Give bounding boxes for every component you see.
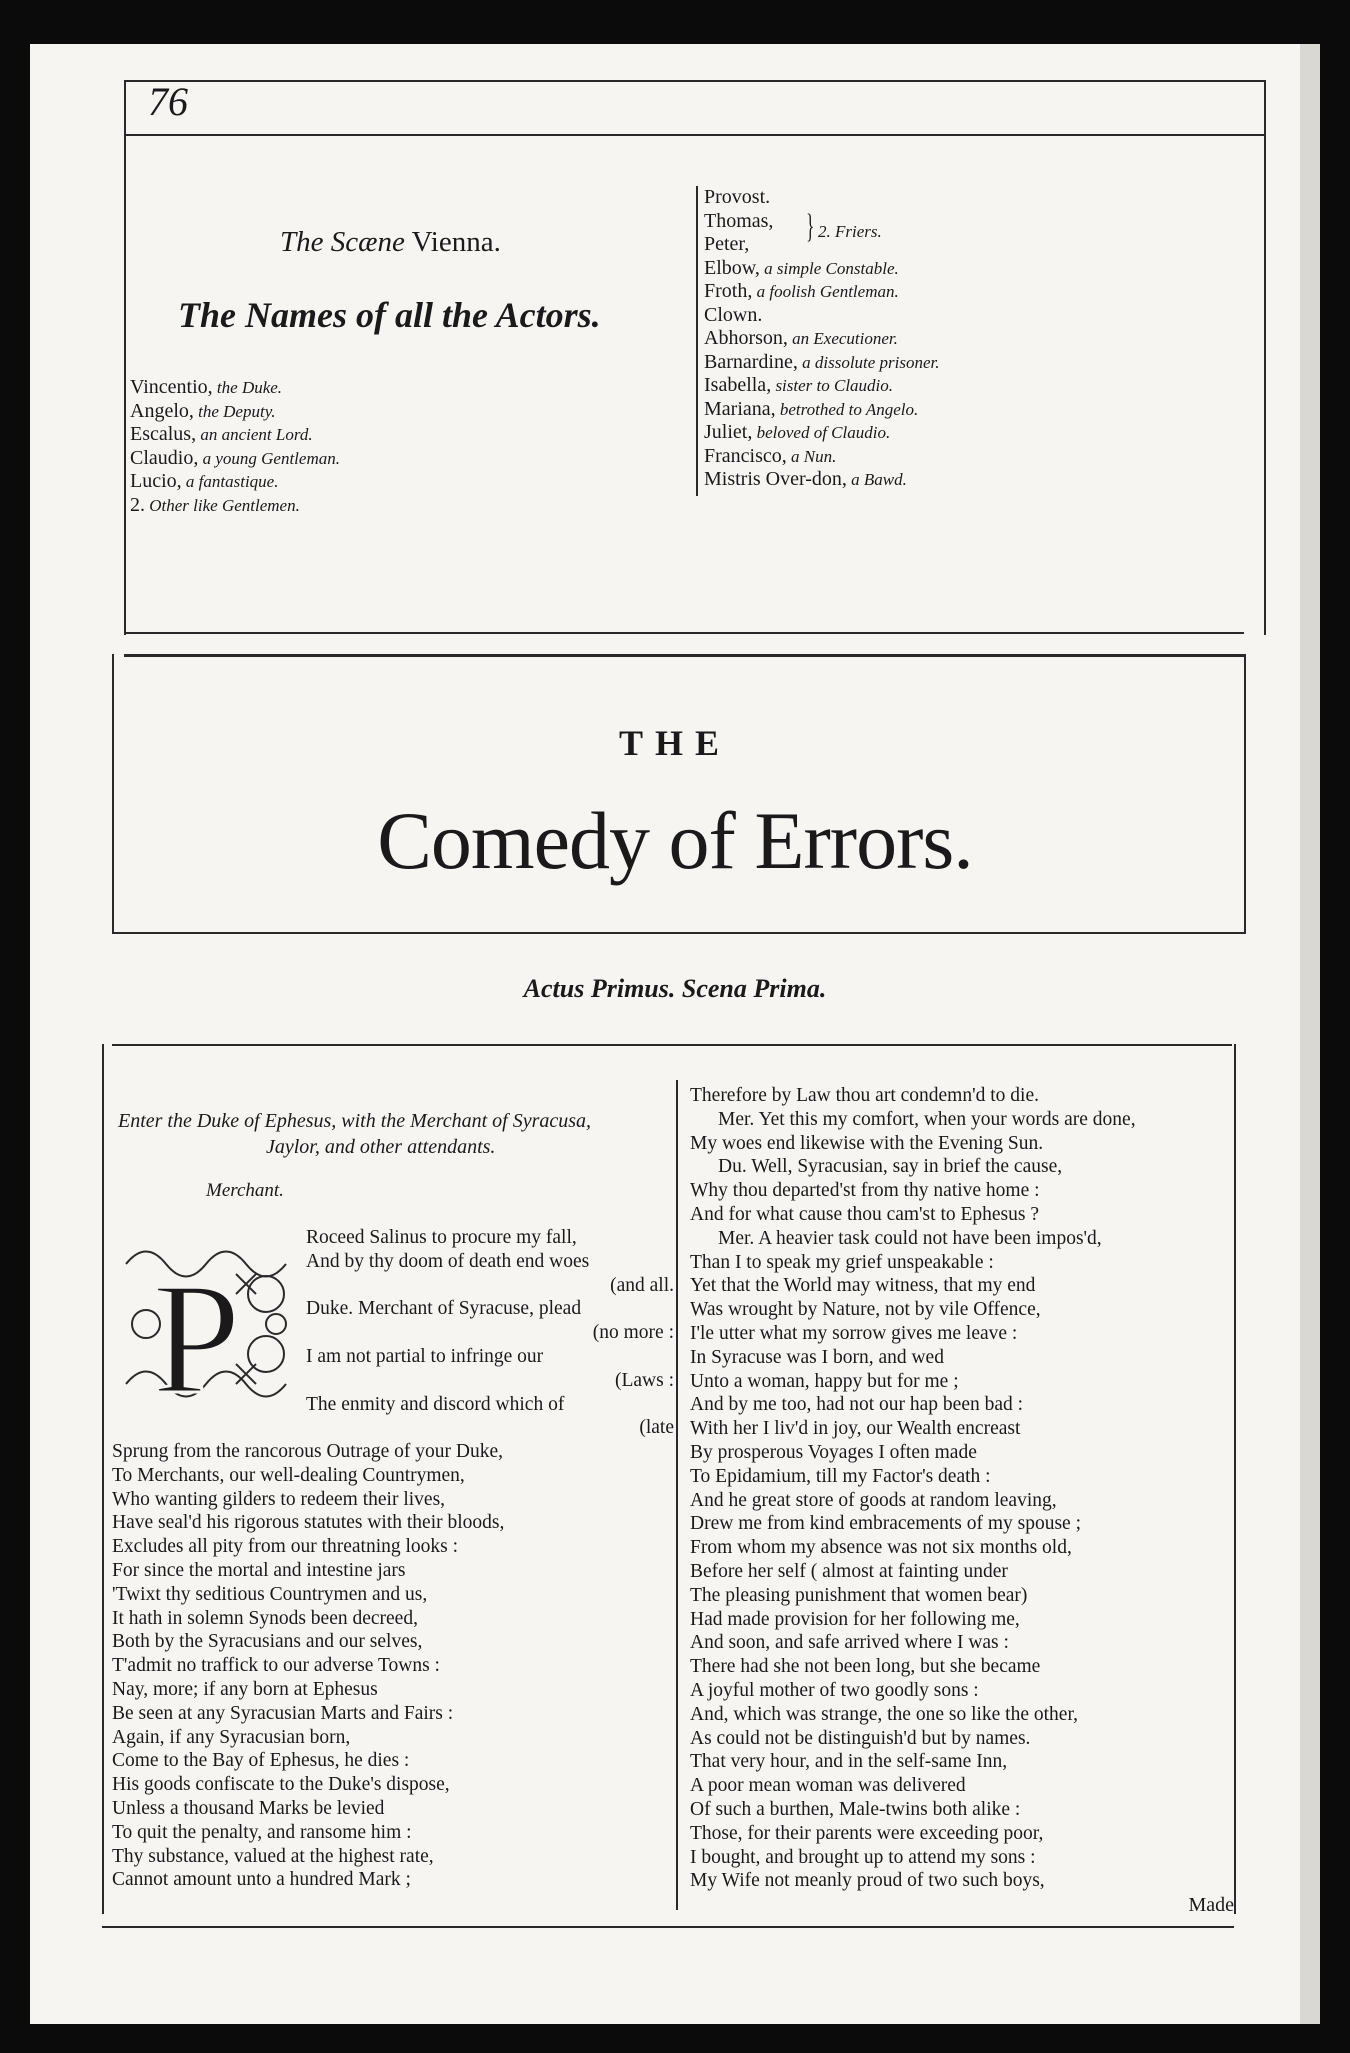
- text-line: I am not partial to infringe our: [306, 1345, 544, 1367]
- cast-entry: [130, 400, 340, 424]
- cast-name: Vincentio,: [130, 376, 213, 398]
- cast-name: Thomas,: [704, 209, 774, 232]
- bottom-rule: [102, 1926, 1234, 1928]
- cast-role: a dissolute prisoner.: [797, 352, 940, 372]
- cast-name: Escalus,: [130, 423, 197, 445]
- text-line: By prosperous Voyages I often made: [690, 1441, 977, 1463]
- cast-name: Peter,: [704, 233, 750, 255]
- cast-role: a Bawd.: [846, 470, 907, 489]
- text-line: 'Twixt thy seditious Countrymen and us,: [112, 1583, 428, 1605]
- text-line: And soon, and safe arrived where I was :: [690, 1632, 1009, 1654]
- stage-direction: [118, 1108, 674, 1160]
- text-line: In Syracuse was I born, and wed: [690, 1346, 944, 1368]
- title-the: THE: [618, 723, 732, 763]
- text-line: Come to the Bay of Ephesus, he dies :: [112, 1750, 410, 1772]
- act-lower-rule: [112, 1044, 1232, 1046]
- text-line: Unto a woman, happy but for me ;: [690, 1370, 959, 1392]
- scene-location: Vienna.: [411, 226, 501, 258]
- text-line: (late: [639, 1417, 674, 1439]
- cast-divider: [696, 186, 698, 496]
- text-line: (and all.: [610, 1274, 674, 1296]
- text-line: Have seal'd his rigorous statutes with their bloods,: [112, 1512, 505, 1534]
- text-line: Of such a burthen, Male-twins both alike :: [690, 1798, 1021, 1820]
- cast-role: a young Gentleman.: [198, 448, 340, 468]
- text-line: A joyful mother of two goodly sons :: [690, 1679, 979, 1701]
- text-line: Who wanting gilders to redeem their lives,: [112, 1488, 446, 1510]
- cast-name: Elbow,: [704, 256, 760, 279]
- text-line: Du. Well, Syracusian, say in brief the cause,: [718, 1156, 1063, 1178]
- cast-entry: [130, 376, 340, 400]
- cast-entry: [704, 421, 940, 445]
- scene-heading: [280, 226, 501, 259]
- text-line: (Laws :: [614, 1369, 674, 1391]
- friers-label: 2. Friers.: [818, 222, 882, 241]
- cast-name: 2.: [130, 493, 145, 516]
- text-line: It hath in solemn Synods been decreed,: [112, 1607, 418, 1629]
- text-line: Why thou departed'st from thy native home :: [690, 1180, 1040, 1202]
- text-line: Excludes all pity from our threatning looks :: [112, 1536, 459, 1558]
- cast-entry: [704, 468, 940, 492]
- left-column-text: [112, 1440, 672, 1892]
- cast-name: Francisco,: [704, 444, 787, 467]
- text-line: Unless a thousand Marks be levied: [112, 1797, 385, 1819]
- text-line: And, which was strange, the one so like the other,: [690, 1703, 1079, 1725]
- page-number: 76: [148, 79, 188, 124]
- svg-text:P: P: [152, 1249, 241, 1416]
- cast-role: Other like Gentlemen.: [145, 495, 300, 515]
- cast-name: Clown.: [704, 303, 763, 326]
- cast-role: a fantastique.: [181, 472, 279, 491]
- cast-name: Mariana,: [704, 397, 776, 420]
- upper-rule-2: [124, 654, 1244, 657]
- catchword: Made: [1188, 1894, 1234, 1916]
- cast-list-left: [130, 376, 340, 517]
- text-line: I bought, and brought up to attend my sons :: [690, 1846, 1036, 1868]
- cast-role: a Nun.: [786, 446, 837, 466]
- title-lower-rule: [112, 932, 1244, 934]
- cast-role: an Executioner.: [787, 329, 898, 348]
- text-line: His goods confiscate to the Duke's dispose,: [112, 1774, 450, 1796]
- cast-name: Juliet,: [704, 421, 753, 443]
- cast-entry: [704, 327, 940, 351]
- text-line: Mer. A heavier task could not have been impos'd,: [718, 1227, 1102, 1249]
- text-line: Therefore by Law thou art condemn'd to die.: [690, 1085, 1039, 1106]
- right-column-text: [690, 1084, 1250, 1893]
- text-line: With her I liv'd in joy, our Wealth encreast: [690, 1418, 1021, 1440]
- cast-role: the Duke.: [212, 378, 283, 397]
- cast-entry: [704, 374, 940, 398]
- text-line: Drew me from kind embracements of my spouse ;: [690, 1513, 1081, 1535]
- cast-entry: [130, 494, 340, 518]
- text-line: To quit the penalty, and ransome him :: [112, 1821, 412, 1843]
- text-line: Before her self ( almost at fainting under: [690, 1560, 1008, 1582]
- cast-role: a foolish Gentleman.: [752, 282, 899, 301]
- text-line: A poor mean woman was delivered: [690, 1775, 966, 1797]
- text-line: Cannot amount unto a hundred Mark ;: [112, 1869, 411, 1891]
- cast-name: Mistris Over-don,: [704, 468, 847, 490]
- names-heading: The Names of all the Actors.: [178, 295, 601, 335]
- text-line: Had made provision for her following me,: [690, 1608, 1020, 1630]
- cast-entry: [130, 470, 340, 494]
- opening-lines: [306, 1226, 674, 1440]
- text-line: And by thy doom of death end woes: [306, 1250, 590, 1272]
- page-gutter: [1300, 44, 1320, 2024]
- text-line: Roceed Salinus to procure my fall,: [306, 1227, 577, 1248]
- top-rule: [124, 80, 1266, 82]
- text-line: As could not be distinguish'd but by names.: [690, 1727, 1031, 1749]
- cast-entry: [704, 351, 940, 375]
- text-line: Sprung from the rancorous Outrage of your Duke,: [112, 1441, 503, 1462]
- decorated-initial-p: [116, 1234, 302, 1416]
- text-line: And by me too, had not our hap been bad :: [690, 1394, 1024, 1416]
- text-line: For since the mortal and intestine jars: [112, 1559, 406, 1581]
- text-line: And for what cause thou cam'st to Ephesus ?: [690, 1203, 1040, 1225]
- cast-name: Angelo,: [130, 399, 194, 422]
- stage-direction-line-2: Jaylor, and other attendants.: [266, 1136, 496, 1158]
- left-frame: [124, 80, 126, 635]
- cast-name: Lucio,: [130, 470, 182, 492]
- text-line: From whom my absence was not six months old,: [690, 1537, 1072, 1559]
- text-column-divider: [676, 1080, 678, 1910]
- cast-entry: [130, 423, 340, 447]
- cast-entry: [704, 304, 940, 328]
- cast-role: sister to Claudio.: [771, 376, 894, 395]
- text-line: To Merchants, our well-dealing Countrymen,: [112, 1464, 465, 1486]
- text-line: Was wrought by Nature, not by vile Offence,: [690, 1299, 1041, 1321]
- cast-entry: [704, 398, 940, 422]
- text-line: I'le utter what my sorrow gives me leave :: [690, 1322, 1018, 1344]
- cast-name: Abhorson,: [704, 327, 788, 349]
- cast-role: the Deputy.: [193, 401, 276, 421]
- text-line: The pleasing punishment that women bear): [690, 1584, 1028, 1606]
- text-line: (no more :: [592, 1322, 674, 1344]
- text-line: And he great store of goods at random leaving,: [690, 1489, 1057, 1511]
- cast-role: beloved of Claudio.: [752, 423, 891, 442]
- text-line: Be seen at any Syracusian Marts and Fairs :: [112, 1702, 454, 1724]
- text-line: Both by the Syracusians and our selves,: [112, 1631, 423, 1653]
- right-frame: [1264, 80, 1266, 635]
- text-line: My Wife not meanly proud of two such boys,: [690, 1870, 1045, 1892]
- cast-name: Froth,: [704, 280, 753, 302]
- text-line: That very hour, and in the self-same Inn,: [690, 1751, 1008, 1773]
- cast-role: an ancient Lord.: [196, 425, 313, 444]
- text-line: Again, if any Syracusian born,: [112, 1726, 351, 1748]
- text-line: Yet that the World may witness, that my end: [690, 1275, 1036, 1297]
- header-rule: [124, 134, 1266, 136]
- cast-entry: [704, 280, 940, 304]
- cast-entry: [704, 257, 940, 281]
- cast-name: Barnardine,: [704, 350, 798, 373]
- scene-prefix: The Scæne: [280, 226, 405, 258]
- cast-name: Isabella,: [704, 374, 772, 396]
- text-line: Thy substance, valued at the highest rate,: [112, 1845, 434, 1867]
- cast-entry: [130, 447, 340, 471]
- text-line: My woes end likewise with the Evening Sun.: [690, 1132, 1044, 1154]
- text-line: The enmity and discord which of: [306, 1393, 565, 1415]
- text-line: Than I to speak my grief unspeakable :: [690, 1251, 994, 1273]
- text-left-frame: [102, 1044, 104, 1914]
- cast-role: betrothed to Angelo.: [775, 399, 919, 419]
- speaker-name: Merchant.: [206, 1180, 284, 1201]
- upper-rule: [124, 632, 1244, 634]
- cast-name: Provost.: [704, 186, 771, 208]
- cast-role: a simple Constable.: [759, 258, 899, 278]
- play-title: Comedy of Errors.: [377, 795, 973, 886]
- text-line: T'admit no traffick to our adverse Towns :: [112, 1655, 440, 1677]
- cast-name: Claudio,: [130, 446, 199, 469]
- brace-glyph: }: [806, 208, 815, 245]
- act-heading: Actus Primus. Scena Prima.: [523, 974, 827, 1003]
- stage-direction-line-1: Enter the Duke of Ephesus, with the Merchant of Syracusa,: [118, 1110, 592, 1132]
- text-line: Duke. Merchant of Syracuse, plead: [306, 1298, 582, 1320]
- text-line: To Epidamium, till my Factor's death :: [690, 1465, 991, 1487]
- text-line: Nay, more; if any born at Ephesus: [112, 1678, 378, 1700]
- cast-entry: [704, 445, 940, 469]
- cast-entry: [704, 186, 940, 210]
- text-line: There had she not been long, but she became: [690, 1656, 1041, 1678]
- text-line: Those, for their parents were exceeding poor,: [690, 1822, 1044, 1844]
- text-line: Mer. Yet this my comfort, when your words are done,: [718, 1108, 1136, 1130]
